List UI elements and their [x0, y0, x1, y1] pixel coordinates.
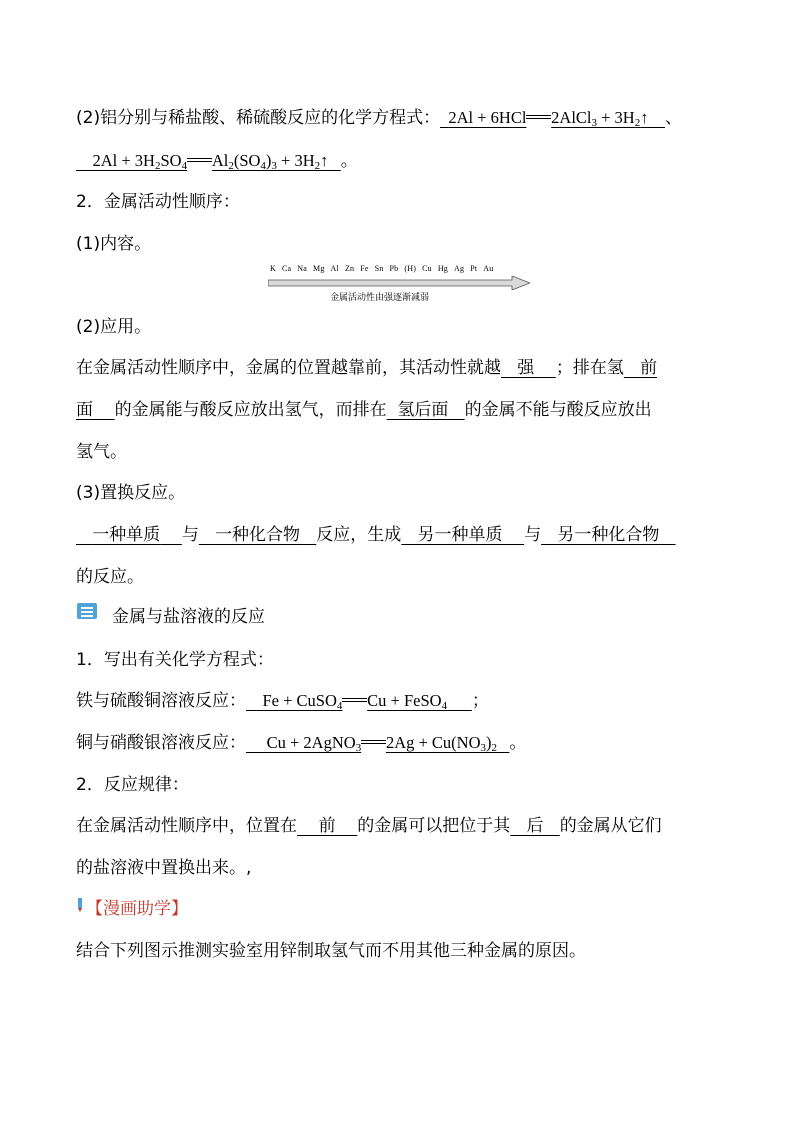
metal-label: K [270, 264, 276, 273]
answer-blank: 一种化合物 [215, 525, 301, 545]
metal-label: Hg [437, 264, 449, 273]
application-label: (2)应用。 [76, 317, 152, 337]
rule-line-2: 的盐溶液中置换出来。, [76, 858, 252, 878]
content-label: (1)内容。 [76, 234, 152, 254]
iron-copper-sulfate-line: 铁与硫酸铜溶液反应： Fe + CuSO$_4$ Cu + FeSO$_4$ ； [76, 691, 489, 712]
metal-label: Cu [422, 264, 432, 273]
metal-label: Zn [344, 264, 355, 273]
metal-label: Ca [281, 264, 292, 273]
metal-label: Fe [360, 264, 369, 273]
answer-blank: 前 [318, 816, 336, 836]
answer-blank: 一种单质 [92, 525, 161, 545]
answer-blank: 氢后面 [397, 400, 449, 420]
displacement-line-1: 一种单质 与 一种化合物 反应，生成 另一种单质 与 另一种化合物 [76, 523, 676, 547]
metal-label: Al [330, 264, 339, 273]
metal-label: Sn [374, 264, 384, 273]
displacement-label: (3)置换反应。 [76, 483, 186, 503]
activity-series-metals [270, 264, 499, 273]
aluminum-equation-line-1 [76, 106, 682, 130]
application-line-3: 氢气。 [76, 442, 127, 462]
comic-text: 结合下列图示推测实验室用锌制取氢气而不用其他三种金属的原因。 [76, 941, 586, 961]
metal-label: Pt [470, 264, 478, 273]
answer-fe-equation: Fe + CuSO$_4$ Cu + FeSO$_4$ [262, 691, 448, 712]
pencil-icon [77, 898, 83, 912]
metal-label: Mg [313, 264, 325, 273]
section-title: 金属与盐溶液的反应 [112, 607, 265, 627]
answer-blank: 前 [640, 358, 658, 378]
answer-eq2: $2Al + 3H_2SO_4$ $Al_2(SO_4)_3$ + $3H_2↑$ [92, 151, 329, 172]
answer-blank: 后 [526, 816, 544, 836]
metal-label: Ag [454, 264, 465, 273]
application-line-2: 面 的金属能与酸反应放出氢气，而排在 氢后面 的金属不能与酸反应放出 [76, 400, 652, 420]
arrow-right-icon [268, 276, 530, 290]
answer-blank: 另一种单质 [417, 525, 503, 545]
activity-series-caption: 金属活动性由强逐渐减弱 [330, 293, 430, 303]
equations-heading: 1．写出有关化学方程式： [76, 650, 274, 670]
comic-label: 【漫画助学】 [86, 899, 188, 919]
answer-blank: 另一种化合物 [557, 525, 660, 545]
metal-label: (H) [404, 264, 417, 273]
section-heading-activity: 2．金属活动性顺序： [76, 192, 240, 212]
metal-label: Au [483, 264, 494, 273]
answer-blank: 面 [76, 400, 93, 420]
aluminum-equation-line-2: $2Al + 3H_2SO_4$ $Al_2(SO_4)_3$ + $3H_2↑$ 。 [76, 149, 358, 173]
separator: 、 [664, 108, 682, 128]
answer-blank: 强 [517, 358, 535, 378]
metal-label: Na [297, 264, 308, 273]
answer-cu-equation: Cu + 2AgNO$_3$ $2Ag + Cu(NO_3)_2$ [266, 733, 497, 754]
question-text: (2)铝分别与稀盐酸、稀硫酸反应的化学方程式： [76, 108, 441, 128]
application-line-1: 在金属活动性顺序中，金属的位置越靠前，其活动性就越 强 ；排在氢 前 [76, 358, 658, 378]
answer-eq1: 2Al + 6HCl 2AlCl$_3$ + $3H_2↑$ [448, 108, 649, 129]
copper-silver-nitrate-line: 铜与硝酸银溶液反应： Cu + 2AgNO$_3$ $2Ag + Cu(NO_3)_2$ 。 [76, 733, 527, 754]
displacement-line-2: 的反应。 [76, 567, 144, 587]
list-icon [77, 603, 97, 619]
metal-label: Pb [389, 264, 399, 273]
rule-line-1: 在金属活动性顺序中，位置在 前 的金属可以把位于其 后 的金属从它们 [76, 816, 662, 836]
rule-heading: 2．反应规律： [76, 775, 189, 795]
